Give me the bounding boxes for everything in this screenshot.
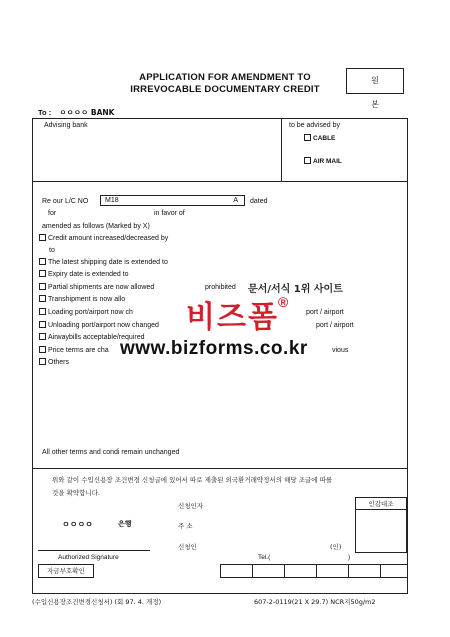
option-checkbox[interactable] — [39, 258, 46, 265]
lc-suffix-value: A — [233, 197, 238, 204]
option-label: Transhipment is now allo — [48, 296, 126, 303]
seal-box-divider — [355, 509, 407, 510]
footer-form-name: (수입신용장조건변경신청서) (회 97. 4. 개정) — [32, 598, 162, 606]
option-checkbox[interactable] — [39, 333, 46, 340]
bank-name-right: 은행 — [118, 520, 132, 528]
cable-option[interactable] — [304, 134, 335, 143]
option-label: Unloading port/airport now changed — [48, 322, 159, 329]
dated-label: dated — [250, 198, 268, 205]
option-label: Price terms are cha — [48, 347, 109, 354]
option-label: Others — [48, 359, 70, 366]
option-unloading-port[interactable] — [39, 321, 159, 330]
terms-divider — [33, 468, 407, 469]
option-credit-amount[interactable] — [39, 234, 168, 243]
for-label: for — [48, 210, 57, 217]
option-loading-port[interactable] — [39, 308, 133, 317]
option-transhipment[interactable] — [39, 295, 125, 304]
option-label: Airwaybills acceptable/required — [48, 334, 145, 341]
reference-cell-divider — [284, 564, 285, 578]
lc-re-label: Re our L/C NO — [42, 198, 89, 205]
terms-unchanged-text: All other terms and condi remain unchanged — [42, 449, 180, 456]
footer-form-code: 607-2-0119(21 X 29.7) NCR지50g/m2 — [254, 598, 376, 606]
airmail-option[interactable] — [304, 157, 342, 166]
option-checkbox[interactable] — [39, 283, 46, 290]
option-label: Loading port/airport now ch — [48, 309, 133, 316]
watermark-tagline: 문서/서식 1위 사이트 — [246, 280, 345, 295]
capital-check-label: 자금부호확인 — [47, 567, 85, 575]
to-label: To : — [38, 108, 52, 117]
unloading-port-airport-label: port / airport — [316, 322, 354, 329]
lc-number-value: M18 — [105, 197, 119, 204]
tel-close: ) — [348, 554, 351, 561]
option-price-terms[interactable] — [39, 346, 109, 355]
loading-port-airport-label: port / airport — [306, 309, 344, 316]
in-favor-label: in favor of — [154, 210, 185, 217]
prohibited-label: prohibited — [205, 284, 236, 291]
form-title-line2: IRREVOCABLE DOCUMENTARY CREDIT — [130, 84, 320, 95]
reference-cell-divider — [252, 564, 253, 578]
to-bank-line — [38, 107, 114, 118]
applicant-name-label: 신청인 — [178, 543, 197, 551]
option-latest-shipping[interactable] — [39, 258, 168, 267]
bank-name-left: ㅇㅇㅇㅇ — [62, 520, 93, 529]
option-checkbox[interactable] — [39, 295, 46, 302]
airmail-checkbox[interactable] — [304, 157, 311, 164]
address-label: 주 소 — [178, 522, 193, 530]
option-checkbox[interactable] — [39, 270, 46, 277]
reference-cell-divider — [380, 564, 381, 578]
reference-cell-divider — [316, 564, 317, 578]
option-checkbox[interactable] — [39, 308, 46, 315]
authorized-signature-label: Authorized Signature — [58, 554, 119, 561]
amended-label: amended as follows (Marked by X) — [42, 223, 150, 230]
option-expiry-date[interactable] — [39, 270, 129, 279]
advising-divider — [33, 181, 407, 182]
reference-cell-divider — [348, 564, 349, 578]
option-label: Partial shipments are now allowed — [48, 284, 155, 291]
option-label: Credit amount increased/decreased by — [48, 235, 169, 242]
original-stamp-box: 원 본 — [346, 68, 404, 94]
seal-mark: (인) — [330, 543, 342, 551]
option-checkbox[interactable] — [39, 358, 46, 365]
advising-bank-label: Advising bank — [44, 122, 88, 129]
advising-vertical-divider — [281, 119, 282, 181]
statement-line1: 위와 같이 수입신용장 조건변경 신청글에 있어서 따로 제출된 외국환거래약정서의 해당 조글에 따를 — [52, 476, 333, 484]
cable-label: CABLE — [313, 135, 336, 142]
option-partial-shipments[interactable] — [39, 283, 154, 292]
to-be-advised-label: to be advised by — [289, 122, 340, 129]
airmail-label: AIR MAIL — [313, 158, 342, 165]
option-label: Expiry date is extended to — [48, 271, 129, 278]
lc-number-field[interactable] — [100, 195, 245, 206]
watermark-brand-logo: 비즈폼 — [186, 300, 279, 335]
option-checkbox[interactable] — [39, 234, 46, 241]
option-label: The latest shipping date is extended to — [48, 259, 168, 266]
bank-name: ㅇㅇㅇㅇ BANK — [59, 108, 115, 117]
watermark-registered-mark: ® — [278, 294, 289, 310]
previous-label: vious — [332, 347, 349, 354]
option-checkbox[interactable] — [39, 321, 46, 328]
option-checkbox[interactable] — [39, 346, 46, 353]
applicant-type-label: 신청인자 — [178, 502, 204, 510]
watermark-url: www.bizforms.co.kr — [120, 338, 308, 359]
signature-line — [38, 550, 150, 551]
seal-box-label: 인감대조 — [368, 500, 394, 508]
credit-amount-to-label: to — [49, 247, 55, 254]
statement-line2: 것을 확약합니다. — [52, 489, 101, 497]
option-others[interactable] — [39, 358, 69, 367]
cable-checkbox[interactable] — [304, 134, 311, 141]
tel-label: Tel.( — [258, 554, 271, 561]
form-title-line1: APPLICATION FOR AMENDMENT TO — [139, 72, 311, 83]
